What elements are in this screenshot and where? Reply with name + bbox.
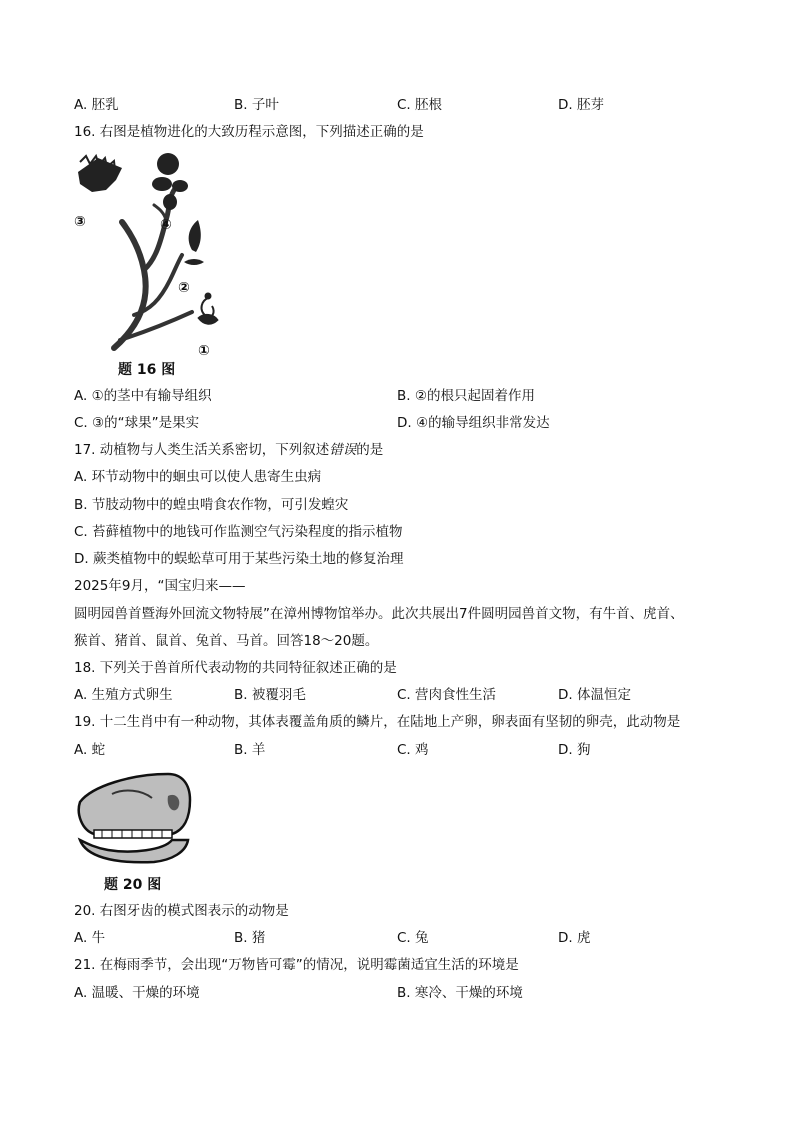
- q20-option-c: C. 兔: [397, 930, 429, 946]
- q15-option-b: B. 子叶: [234, 97, 279, 113]
- q17-option-b: B. 节肢动物中的蝗虫啃食农作物，可引发蝗灾: [74, 497, 349, 513]
- q20-option-a: A. 牛: [74, 930, 106, 946]
- q17-option-d: D. 蕨类植物中的蜈蚣草可用于某些污染土地的修复治理: [74, 551, 404, 567]
- q16-option-b: B. ②的根只起固着作用: [397, 388, 535, 404]
- q17-stem: [74, 441, 383, 459]
- q18-option-a: A. 生殖方式卵生: [74, 687, 173, 703]
- q18-option-d: D. 体温恒定: [558, 687, 631, 703]
- q19-option-b: B. 羊: [234, 742, 266, 758]
- q20-option-b: B. 猪: [234, 930, 266, 946]
- q20-option-d: D. 虎: [558, 930, 591, 946]
- passage-line-1: 2025年9月，“国宝归来——: [74, 578, 246, 594]
- q19-option-a: A. 蛇: [74, 742, 106, 758]
- q16-option-d: D. ④的输导组织非常发达: [397, 415, 550, 431]
- q16-option-c: C. ③的“球果”是果实: [74, 415, 200, 431]
- fig16-label-4: ④: [160, 217, 172, 233]
- skull-teeth-illustration: [72, 768, 196, 868]
- q21-option-a: A. 温暖、干燥的环境: [74, 985, 200, 1001]
- fig16-label-2: ②: [178, 280, 190, 296]
- q21-option-b: B. 寒冷、干燥的环境: [397, 985, 523, 1001]
- q16-stem: 16. 右图是植物进化的大致历程示意图，下列描述正确的是: [74, 124, 424, 140]
- q17-option-a: A. 环节动物中的蛔虫可以使人患寄生虫病: [74, 469, 322, 485]
- q16-option-a: A. ①的茎中有输导组织: [74, 388, 212, 404]
- q19-stem: 19. 十二生肖中有一种动物，其体表覆盖角质的鳞片，在陆地上产卵，卵表面有坚韧的卵壳，此动物是: [74, 714, 681, 730]
- q20-stem: 20. 右图牙齿的模式图表示的动物是: [74, 903, 289, 919]
- q19-option-c: C. 鸡: [397, 742, 429, 758]
- passage-line-3: 猴首、猪首、鼠首、兔首、马首。回答18～20题。: [74, 633, 379, 649]
- q21-stem: 21. 在梅雨季节，会出现“万物皆可霉”的情况，说明霉菌适宜生活的环境是: [74, 957, 519, 973]
- q17-stem-emphasis: 错误: [329, 442, 357, 458]
- q18-option-c: C. 营肉食性生活: [397, 687, 497, 703]
- passage-line-2: 圆明园兽首暨海外回流文物特展”在漳州博物馆举办。此次共展出7件圆明园兽首文物，有牛首、虎首、: [74, 606, 684, 622]
- q16-figure-caption: 题 16 图: [118, 362, 176, 378]
- q20-figure-skull: [72, 768, 196, 868]
- q17-option-c: C. 苔藓植物中的地钱可作监测空气污染程度的指示植物: [74, 524, 403, 540]
- q15-option-c: C. 胚根: [397, 97, 443, 113]
- q15-option-d: D. 胚芽: [558, 97, 604, 113]
- q17-stem-post: 的是: [356, 442, 384, 458]
- q17-stem-pre: 17. 动植物与人类生活关系密切，下列叙述: [74, 442, 330, 458]
- fig16-label-1: ①: [198, 343, 210, 359]
- q18-option-b: B. 被覆羽毛: [234, 687, 306, 703]
- q20-figure-caption: 题 20 图: [104, 877, 162, 893]
- fig16-label-3: ③: [74, 214, 86, 230]
- q19-option-d: D. 狗: [558, 742, 591, 758]
- q18-stem: 18. 下列关于兽首所代表动物的共同特征叙述正确的是: [74, 660, 397, 676]
- q15-option-a: A. 胚乳: [74, 97, 119, 113]
